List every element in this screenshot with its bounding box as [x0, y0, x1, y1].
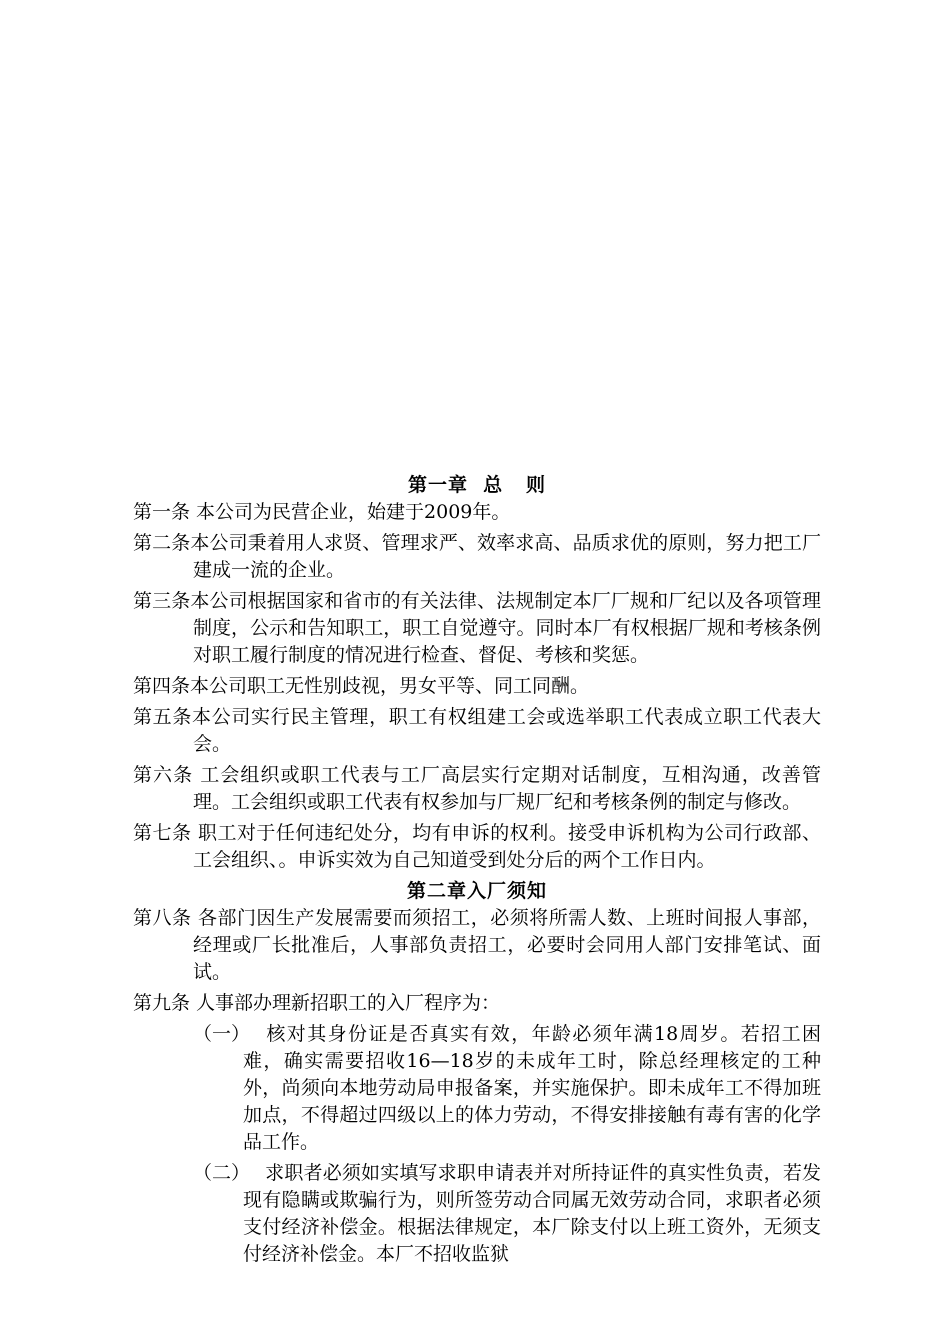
chapter-1-title: 第一章 总 则 [407, 474, 547, 496]
sub-item-text: 核对其身份证是否真实有效，年龄必须年满18周岁。若招工困难，确实需要招收16—18岁的未成年工时，除总经理核定的工种外，尚须向本地劳动局申报备案，并实施保护。即未成年工不得加班加点，不得超过四级以上的体力劳动，不得安排接触有毒有害的化学品工作。 [243, 1023, 821, 1153]
article-1: 第一条 本公司为民营企业，始建于2009年。 [133, 501, 511, 523]
article-2: 第二条本公司秉着用人求贤、管理求严、效率求高、品质求优的原则，努力把工厂建成一流的企业。 [133, 532, 821, 581]
sub-item-number: （二） [193, 1162, 251, 1184]
sub-item-2 [193, 1160, 821, 1268]
sub-item-number: （一） [193, 1023, 251, 1045]
article-9: 第九条 人事部办理新招职工的入厂程序为： [133, 992, 501, 1014]
article-5: 第五条本公司实行民主管理，职工有权组建工会或选举职工代表成立职工代表大会。 [133, 706, 821, 755]
chapter-2-title: 第二章入厂须知 [406, 880, 547, 902]
sub-item-1 [193, 1021, 821, 1156]
article-4: 第四条本公司职工无性别歧视，男女平等、同工同酬。 [133, 675, 590, 697]
article-3: 第三条本公司根据国家和省市的有关法律、法规制定本厂厂规和厂纪以及各项管理制度，公示和告知职工，职工自觉遵守。同时本厂有权根据厂规和考核条例对职工履行制度的情况进行检查、督促、考核和奖惩。 [133, 590, 821, 666]
article-8: 第八条 各部门因生产发展需要而须招工，必须将所需人数、上班时间报人事部，经理或厂长批准后，人事部负责招工，必要时会同用人部门安排笔试、面试。 [133, 907, 821, 983]
document-body [133, 472, 821, 1272]
article-7: 第七条 职工对于任何违纪处分，均有申诉的权利。接受申诉机构为公司行政部、工会组织、。申诉实效为自己知道受到处分后的两个工作日内。 [133, 822, 821, 871]
sub-item-text: 求职者必须如实填写求职申请表并对所持证件的真实性负责，若发现有隐瞒或欺骗行为，则所签劳动合同属无效劳动合同，求职者必须支付经济补偿金。根据法律规定，本厂除支付以上班工资外，无须支付经济补偿金。本厂不招收监狱 [243, 1162, 821, 1265]
article-6: 第六条 工会组织或职工代表与工厂高层实行定期对话制度，互相沟通，改善管理。工会组织或职工代表有权参加与厂规厂纪和考核条例的制定与修改。 [133, 764, 821, 813]
